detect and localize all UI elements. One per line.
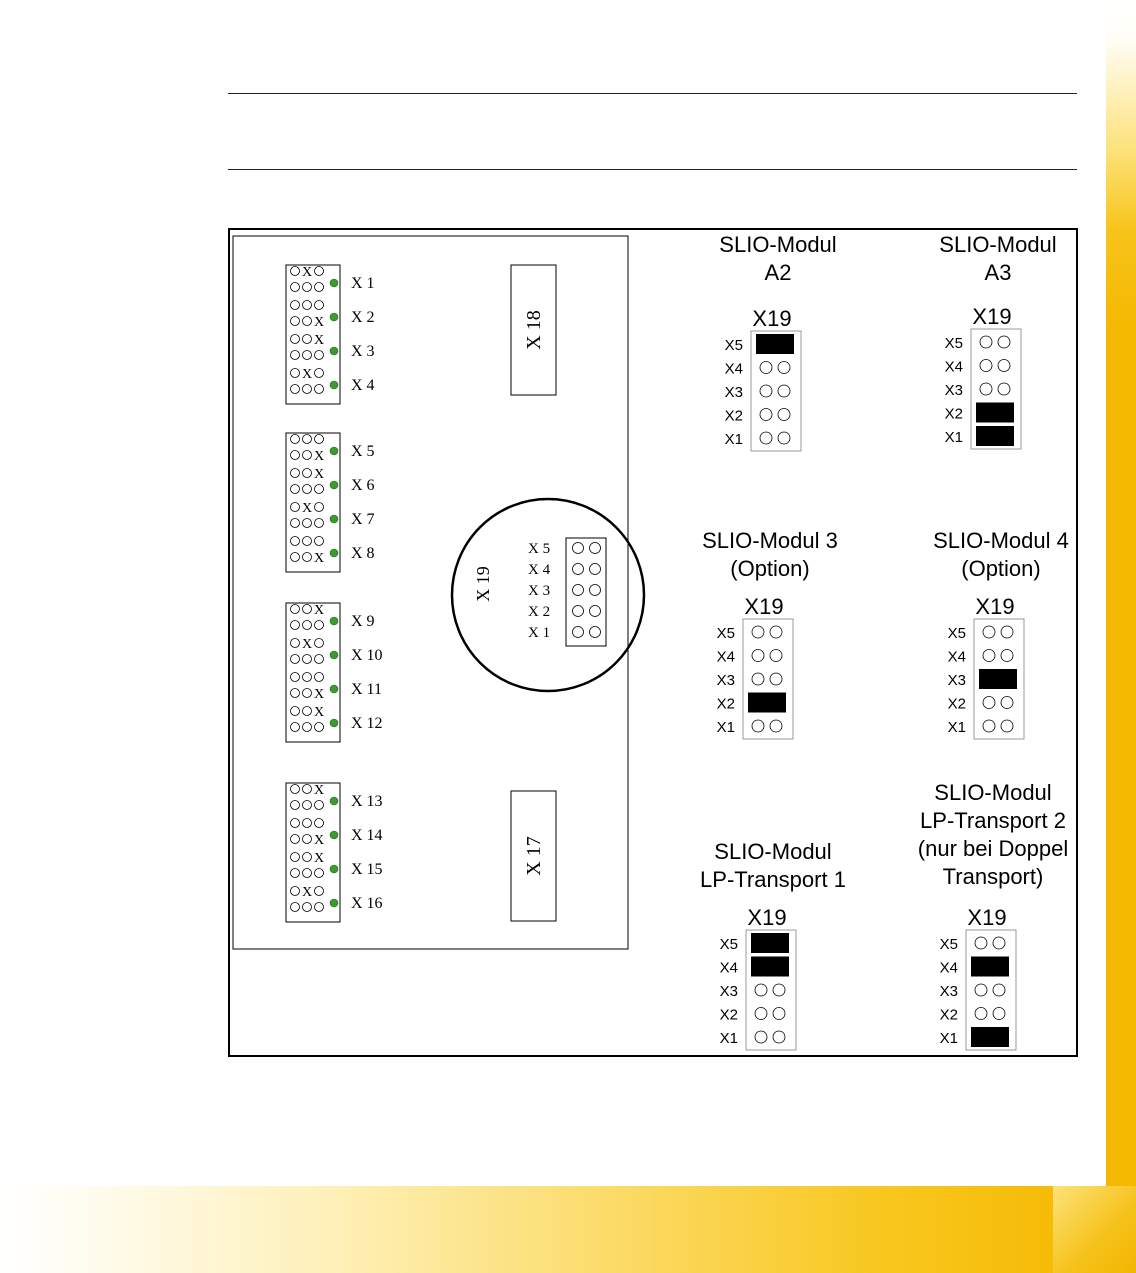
jumper-x-mark: X bbox=[313, 467, 325, 482]
module-title: SLIO-Modul 4 bbox=[933, 528, 1069, 553]
connector-label: X 18 bbox=[523, 310, 545, 350]
jumper-row-label: X 7 bbox=[351, 511, 375, 528]
jumper-pin bbox=[303, 835, 312, 844]
jumper-pin bbox=[315, 673, 324, 682]
x19-pin bbox=[590, 543, 601, 554]
module-pin bbox=[993, 984, 1005, 996]
module-row-label: X2 bbox=[724, 407, 743, 425]
jumper-pin bbox=[315, 639, 324, 648]
module-row-label: X5 bbox=[724, 337, 743, 354]
jumper-pin bbox=[315, 621, 324, 630]
jumper-pin bbox=[315, 369, 324, 378]
module-row-label: X3 bbox=[944, 382, 963, 399]
jumper-pin bbox=[291, 887, 300, 896]
jumper-pin bbox=[303, 451, 312, 460]
jumper-group-1 bbox=[286, 265, 375, 404]
jumper-pin bbox=[315, 283, 324, 292]
jumper-pin bbox=[291, 673, 300, 682]
led-indicator bbox=[330, 617, 338, 625]
module-pin bbox=[998, 336, 1010, 348]
module-title: A2 bbox=[764, 260, 792, 285]
x19-pin bbox=[573, 627, 584, 638]
module-pin bbox=[752, 673, 764, 685]
x18-connector bbox=[511, 265, 556, 395]
module-row-label: X2 bbox=[939, 1006, 958, 1024]
jumper-pin bbox=[303, 283, 312, 292]
jumper-row-label: X 9 bbox=[351, 613, 375, 630]
jumper-pin bbox=[291, 469, 300, 478]
jumper-bridge bbox=[748, 693, 786, 713]
jumper-pin bbox=[303, 689, 312, 698]
x19-row-label: X 4 bbox=[528, 562, 551, 578]
jumper-pin bbox=[303, 435, 312, 444]
module-row-label: X1 bbox=[939, 1030, 958, 1047]
module-title: (nur bei Doppel bbox=[917, 836, 1069, 861]
x19-pin bbox=[573, 606, 584, 617]
jumper-pin bbox=[315, 903, 324, 912]
jumper-row-label: X 11 bbox=[351, 681, 382, 698]
module-pin bbox=[983, 720, 995, 732]
module-row-label: X3 bbox=[724, 384, 743, 401]
module-pin bbox=[773, 1008, 785, 1020]
module-row-label: X1 bbox=[719, 1030, 738, 1047]
module-pin bbox=[980, 336, 992, 348]
module-pin bbox=[760, 385, 772, 397]
module-pin bbox=[998, 383, 1010, 395]
led-indicator bbox=[330, 381, 338, 389]
jumper-x-mark: X bbox=[313, 705, 325, 720]
module-pin bbox=[983, 626, 995, 638]
module-pin bbox=[980, 360, 992, 372]
jumper-pin bbox=[291, 335, 300, 344]
jumper-pin bbox=[303, 785, 312, 794]
jumper-pin bbox=[291, 435, 300, 444]
module-pin bbox=[752, 626, 764, 638]
module-row-label: X5 bbox=[719, 936, 738, 953]
jumper-bridge bbox=[751, 957, 789, 977]
jumper-pin bbox=[303, 621, 312, 630]
module-row-label: X5 bbox=[947, 625, 966, 642]
module-pin bbox=[770, 673, 782, 685]
x19-label: X 19 bbox=[473, 566, 493, 602]
x19-pin bbox=[590, 627, 601, 638]
module-title: A3 bbox=[984, 260, 1012, 285]
jumper-pin bbox=[315, 301, 324, 310]
module-row-label: X3 bbox=[716, 672, 735, 689]
module-pin bbox=[760, 432, 772, 444]
jumper-x-mark: X bbox=[313, 315, 325, 330]
jumper-pin bbox=[291, 553, 300, 562]
led-indicator bbox=[330, 719, 338, 727]
module-pin bbox=[1001, 626, 1013, 638]
jumper-x-mark: X bbox=[313, 851, 325, 866]
jumper-pin bbox=[303, 335, 312, 344]
led-indicator bbox=[330, 549, 338, 557]
module-pin bbox=[975, 984, 987, 996]
x19-pin bbox=[573, 543, 584, 554]
x19-pin bbox=[590, 585, 601, 596]
led-indicator bbox=[330, 515, 338, 523]
module-pin bbox=[778, 385, 790, 397]
module-row-label: X1 bbox=[724, 431, 743, 448]
module-title: SLIO-Modul 3 bbox=[702, 528, 838, 553]
jumper-row-label: X 14 bbox=[351, 827, 383, 844]
module-pin bbox=[770, 650, 782, 662]
module-title: (Option) bbox=[730, 556, 810, 581]
module-pin bbox=[1001, 697, 1013, 709]
jumper-pin bbox=[291, 351, 300, 360]
module-title: SLIO-Modul bbox=[719, 232, 837, 257]
jumper-pin bbox=[291, 283, 300, 292]
module-pin bbox=[998, 360, 1010, 372]
jumper-pin bbox=[303, 801, 312, 810]
jumper-x-mark: X bbox=[313, 333, 325, 348]
jumper-pin bbox=[291, 801, 300, 810]
jumper-pin bbox=[315, 267, 324, 276]
jumper-x-mark: X bbox=[301, 637, 313, 652]
led-indicator bbox=[330, 313, 338, 321]
jumper-x-mark: X bbox=[313, 603, 325, 618]
module-pin bbox=[752, 720, 764, 732]
module-row-label: X4 bbox=[719, 959, 738, 977]
x19-row-label: X 3 bbox=[528, 583, 551, 599]
x19-detail bbox=[452, 499, 644, 691]
jumper-x-mark: X bbox=[313, 449, 325, 464]
jumper-row-label: X 13 bbox=[351, 793, 383, 810]
slio-module-6 bbox=[918, 780, 1068, 1050]
jumper-pin bbox=[315, 519, 324, 528]
jumper-pin bbox=[303, 301, 312, 310]
jumper-x-mark: X bbox=[313, 687, 325, 702]
jumper-pin bbox=[291, 537, 300, 546]
x19-row-label: X 5 bbox=[528, 541, 551, 557]
jumper-pin bbox=[303, 869, 312, 878]
jumper-pin bbox=[303, 385, 312, 394]
jumper-x-mark: X bbox=[301, 367, 313, 382]
jumper-group-2 bbox=[286, 433, 375, 572]
jumper-row-label: X 16 bbox=[351, 895, 383, 912]
slio-module-3 bbox=[702, 528, 838, 739]
module-row-label: X2 bbox=[944, 405, 963, 423]
jumper-pin bbox=[291, 655, 300, 664]
jumper-row-label: X 10 bbox=[351, 647, 383, 664]
x17-connector bbox=[511, 791, 556, 921]
module-row-label: X1 bbox=[947, 719, 966, 736]
module-pin bbox=[773, 1031, 785, 1043]
module-row-label: X5 bbox=[716, 625, 735, 642]
module-title: (Option) bbox=[961, 556, 1041, 581]
jumper-pin bbox=[303, 469, 312, 478]
jumper-pin bbox=[315, 385, 324, 394]
module-connector-label: X19 bbox=[744, 594, 784, 619]
jumper-x-mark: X bbox=[301, 265, 313, 280]
module-row-label: X1 bbox=[944, 429, 963, 446]
jumper-pin bbox=[303, 723, 312, 732]
jumper-bridge bbox=[756, 334, 794, 354]
jumper-bridge bbox=[976, 403, 1014, 423]
jumper-pin bbox=[291, 519, 300, 528]
module-title: Transport) bbox=[942, 864, 1044, 889]
jumper-pin bbox=[291, 485, 300, 494]
connector-label: X 17 bbox=[523, 836, 545, 876]
module-pin bbox=[983, 650, 995, 662]
x19-pin bbox=[573, 564, 584, 575]
module-connector-label: X19 bbox=[967, 905, 1007, 930]
jumper-pin bbox=[303, 605, 312, 614]
jumper-x-mark: X bbox=[301, 885, 313, 900]
module-pin bbox=[755, 1031, 767, 1043]
jumper-pin bbox=[303, 351, 312, 360]
led-indicator bbox=[330, 279, 338, 287]
module-connector-label: X19 bbox=[752, 306, 792, 331]
module-pin bbox=[760, 409, 772, 421]
jumper-row-label: X 5 bbox=[351, 443, 375, 460]
jumper-pin bbox=[291, 835, 300, 844]
jumper-pin bbox=[291, 785, 300, 794]
module-pin bbox=[975, 1008, 987, 1020]
jumper-group-4 bbox=[286, 783, 383, 922]
jumper-pin bbox=[291, 689, 300, 698]
jumper-row-label: X 6 bbox=[351, 477, 375, 494]
module-pin bbox=[770, 720, 782, 732]
module-row-label: X4 bbox=[947, 648, 966, 666]
jumper-row-label: X 2 bbox=[351, 309, 375, 326]
jumper-pin bbox=[303, 485, 312, 494]
module-row-label: X2 bbox=[947, 695, 966, 713]
module-pin bbox=[778, 409, 790, 421]
jumper-pin bbox=[303, 903, 312, 912]
module-pin bbox=[778, 432, 790, 444]
module-row-label: X2 bbox=[716, 695, 735, 713]
jumper-row-label: X 15 bbox=[351, 861, 383, 878]
led-indicator bbox=[330, 797, 338, 805]
module-row-label: X2 bbox=[719, 1006, 738, 1024]
jumper-pin bbox=[315, 351, 324, 360]
modules-layer bbox=[700, 232, 1069, 1050]
module-pin bbox=[980, 383, 992, 395]
module-row-label: X5 bbox=[944, 335, 963, 352]
module-pin bbox=[770, 626, 782, 638]
jumper-pin bbox=[291, 385, 300, 394]
module-pin bbox=[773, 984, 785, 996]
jumper-pin bbox=[303, 655, 312, 664]
module-row-label: X4 bbox=[939, 959, 958, 977]
jumper-row-label: X 4 bbox=[351, 377, 375, 394]
jumper-x-mark: X bbox=[313, 783, 325, 798]
module-pin bbox=[993, 1008, 1005, 1020]
jumper-pin bbox=[291, 903, 300, 912]
x19-pin bbox=[590, 564, 601, 575]
jumper-pin bbox=[291, 639, 300, 648]
jumper-pin bbox=[291, 869, 300, 878]
jumper-row-label: X 12 bbox=[351, 715, 383, 732]
jumper-group-3 bbox=[286, 603, 383, 742]
module-title: LP-Transport 2 bbox=[920, 808, 1066, 833]
jumper-bridge bbox=[971, 1027, 1009, 1047]
jumper-pin bbox=[315, 801, 324, 810]
module-row-label: X5 bbox=[939, 936, 958, 953]
jumper-x-mark: X bbox=[313, 551, 325, 566]
jumper-pin bbox=[291, 707, 300, 716]
module-pin bbox=[1001, 720, 1013, 732]
jumper-pin bbox=[303, 537, 312, 546]
jumper-pin bbox=[315, 435, 324, 444]
jumper-pin bbox=[303, 853, 312, 862]
jumper-pin bbox=[303, 707, 312, 716]
x19-row-label: X 1 bbox=[528, 625, 551, 641]
module-pin bbox=[983, 697, 995, 709]
jumper-pin bbox=[291, 317, 300, 326]
module-connector-label: X19 bbox=[747, 905, 787, 930]
jumper-row-label: X 8 bbox=[351, 545, 375, 562]
jumper-pin bbox=[291, 853, 300, 862]
led-indicator bbox=[330, 651, 338, 659]
jumper-bridge bbox=[979, 669, 1017, 689]
slio-module-5 bbox=[700, 839, 846, 1050]
led-indicator bbox=[330, 685, 338, 693]
jumper-pin bbox=[291, 819, 300, 828]
module-connector-label: X19 bbox=[972, 304, 1012, 329]
jumper-pin bbox=[291, 301, 300, 310]
led-indicator bbox=[330, 347, 338, 355]
jumper-row-label: X 3 bbox=[351, 343, 375, 360]
jumper-pin bbox=[315, 723, 324, 732]
jumper-pin bbox=[291, 621, 300, 630]
module-title: SLIO-Modul bbox=[714, 839, 832, 864]
jumper-x-mark: X bbox=[313, 833, 325, 848]
module-row-label: X3 bbox=[947, 672, 966, 689]
module-pin bbox=[975, 937, 987, 949]
module-header-block bbox=[743, 619, 793, 739]
x19-pin bbox=[590, 606, 601, 617]
jumper-bridge bbox=[976, 426, 1014, 446]
board-layer bbox=[286, 265, 644, 922]
module-row-label: X1 bbox=[716, 719, 735, 736]
jumper-pin bbox=[291, 723, 300, 732]
led-indicator bbox=[330, 481, 338, 489]
jumper-pin bbox=[291, 503, 300, 512]
jumper-pin bbox=[315, 485, 324, 494]
x19-row-label: X 2 bbox=[528, 604, 551, 620]
jumper-pin bbox=[315, 503, 324, 512]
module-pin bbox=[760, 362, 772, 374]
module-pin bbox=[752, 650, 764, 662]
module-row-label: X3 bbox=[939, 983, 958, 1000]
jumper-pin bbox=[291, 605, 300, 614]
module-connector-label: X19 bbox=[975, 594, 1015, 619]
led-indicator bbox=[330, 447, 338, 455]
module-row-label: X3 bbox=[719, 983, 738, 1000]
jumper-x-mark: X bbox=[301, 501, 313, 516]
module-pin bbox=[993, 937, 1005, 949]
x19-pin bbox=[573, 585, 584, 596]
jumper-pin bbox=[303, 673, 312, 682]
led-indicator bbox=[330, 831, 338, 839]
module-pin bbox=[755, 1008, 767, 1020]
jumper-bridge bbox=[751, 933, 789, 953]
jumper-pin bbox=[303, 317, 312, 326]
module-pin bbox=[1001, 650, 1013, 662]
jumper-pin bbox=[303, 519, 312, 528]
module-title: SLIO-Modul bbox=[939, 232, 1057, 257]
jumper-pin bbox=[291, 267, 300, 276]
jumper-pin bbox=[315, 655, 324, 664]
module-pin bbox=[778, 362, 790, 374]
jumper-pin bbox=[315, 819, 324, 828]
jumper-row-label: X 1 bbox=[351, 275, 375, 292]
led-indicator bbox=[330, 865, 338, 873]
led-indicator bbox=[330, 899, 338, 907]
module-row-label: X4 bbox=[724, 360, 743, 378]
slio-module-1 bbox=[719, 232, 836, 451]
jumper-pin bbox=[315, 887, 324, 896]
slio-module-4 bbox=[933, 528, 1069, 739]
jumper-pin bbox=[303, 819, 312, 828]
module-pin bbox=[755, 984, 767, 996]
jumper-pin bbox=[303, 553, 312, 562]
jumper-bridge bbox=[971, 957, 1009, 977]
jumper-pin bbox=[315, 869, 324, 878]
jumper-pin bbox=[315, 537, 324, 546]
module-row-label: X4 bbox=[944, 358, 963, 376]
slio-module-2 bbox=[939, 232, 1056, 449]
module-row-label: X4 bbox=[716, 648, 735, 666]
jumper-pin bbox=[291, 451, 300, 460]
module-title: LP-Transport 1 bbox=[700, 867, 846, 892]
module-title: SLIO-Modul bbox=[934, 780, 1052, 805]
jumper-pin bbox=[291, 369, 300, 378]
